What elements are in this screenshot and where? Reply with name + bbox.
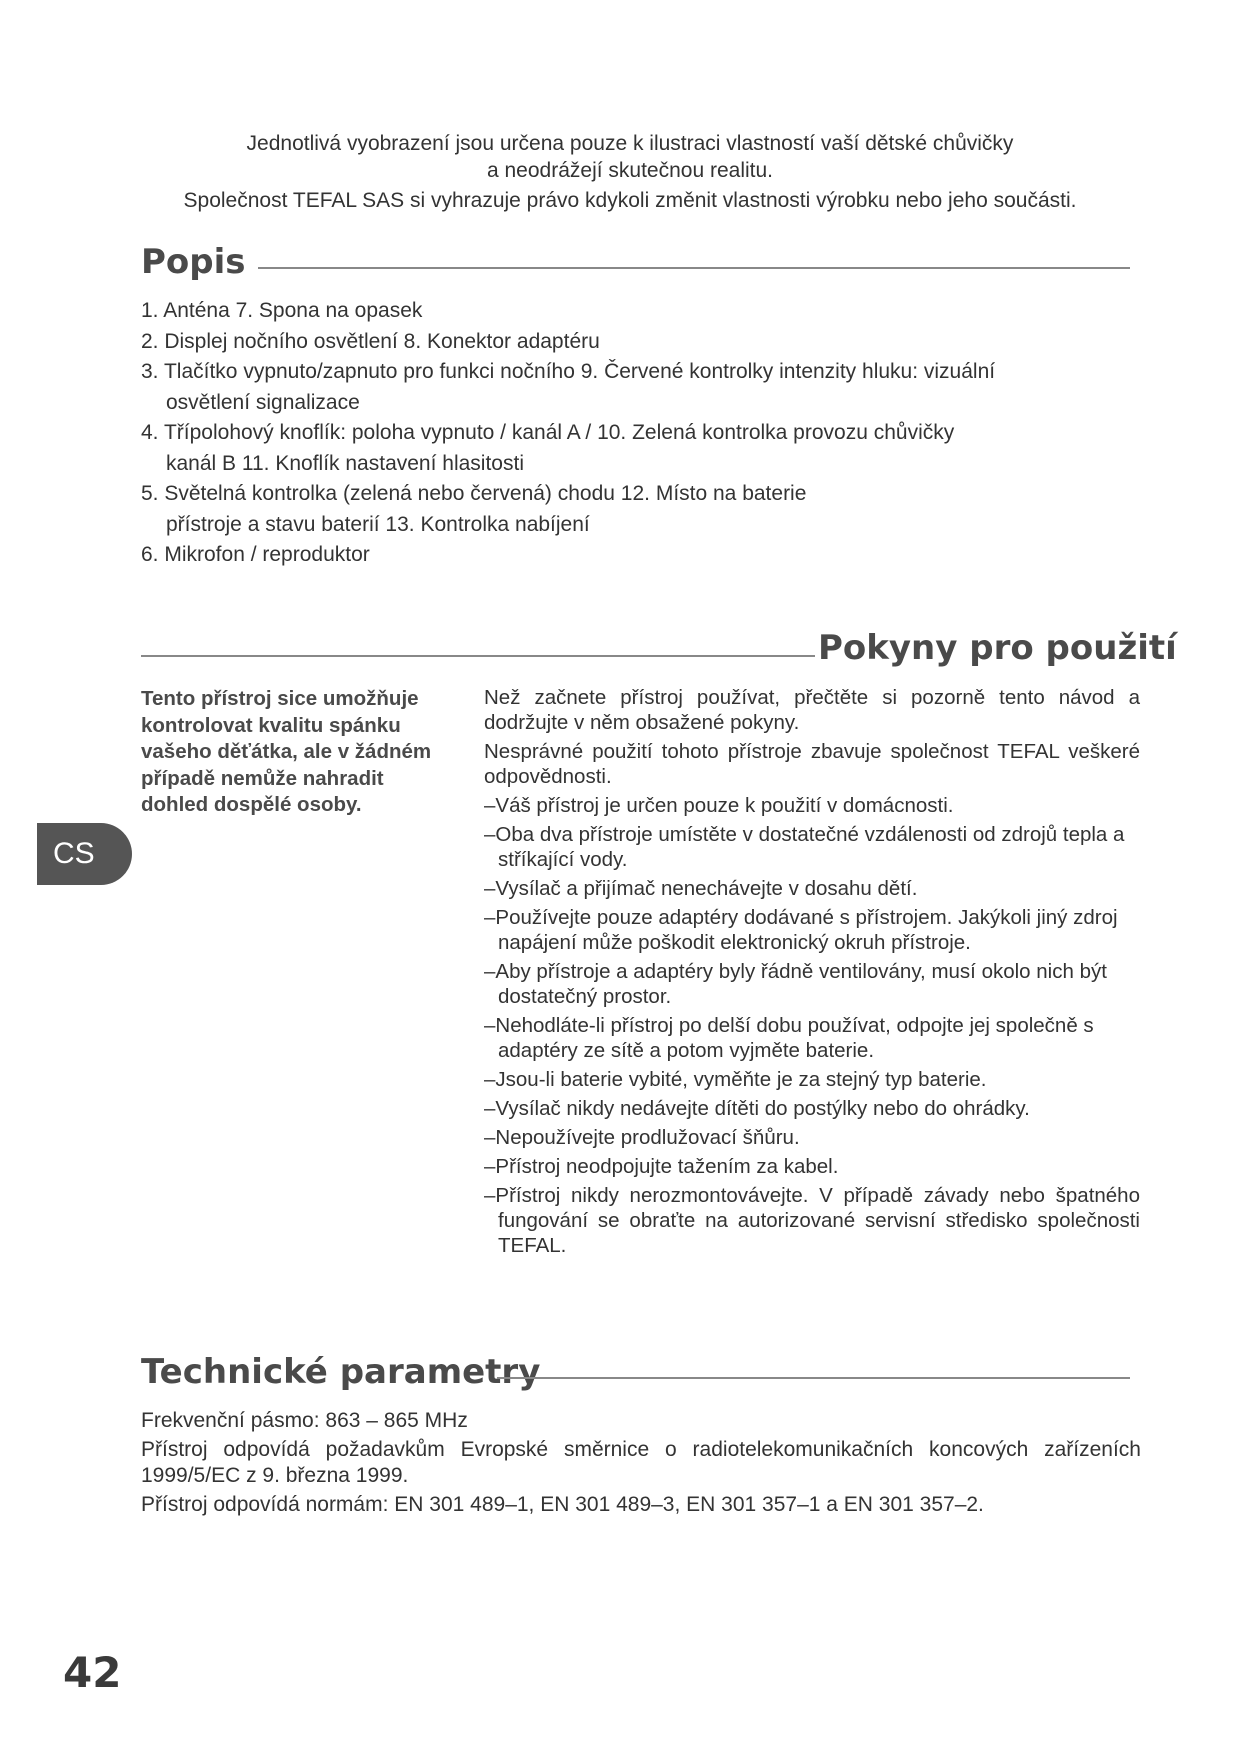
frequency-band: Frekvenční pásmo: 863 – 865 MHz [141, 1409, 468, 1432]
instruction-item: –Jsou-li baterie vybité, vyměňte je za stejný typ baterie. [484, 1068, 987, 1091]
norms-compliance: Přístroj odpovídá normám: EN 301 489–1, EN 301 489–3, EN 301 357–1 a EN 301 357–2. [141, 1492, 984, 1516]
intro-notice [150, 130, 1110, 214]
instruction-intro: Než začnete přístroj používat, přečtěte si pozorně tento návod a dodržujte v něm obsažené pokyny. [484, 686, 1140, 734]
instruction-item: –Používejte pouze adaptéry dodávané s přístrojem. Jakýkoli jiný zdroj napájení může poškodit elektronický okruh přístroje. [484, 906, 1118, 954]
page-number: 42 [63, 1648, 122, 1697]
list-item: přístroje a stavu baterií 13. Kontrolka nabíjení [166, 512, 590, 536]
list-item: osvětlení signalizace [166, 390, 360, 414]
intro-line-3: Společnost TEFAL SAS si vyhrazuje právo kdykoli změnit vlastnosti výrobku nebo jeho součásti. [183, 189, 1077, 212]
list-item: 4. Třípolohový knoflík: poloha vypnuto / kanál A / 10. Zelená kontrolka provozu chůvičky [141, 421, 955, 444]
instruction-item: –Oba dva přístroje umístěte v dostatečné vzdálenosti od zdrojů tepla a stříkající vody. [484, 823, 1125, 871]
instruction-intro: Nesprávné použití tohoto přístroje zbavuje společnost TEFAL veškeré odpovědnosti. [484, 740, 1140, 788]
list-item: 1. Anténa 7. Spona na opasek [141, 299, 423, 322]
directive-compliance: Přístroj odpovídá požadavkům Evropské směrnice o radiotelekomunikačních koncových zařízeních 1999/5/EC z 9. března 1999. [141, 1437, 1141, 1487]
instruction-item: –Nepoužívejte prodlužovací šňůru. [484, 1126, 800, 1149]
tech-rule [497, 1377, 1130, 1379]
instruction-item: –Přístroj nikdy nerozmontovávejte. V případě závady nebo špatného fungování se obraťte na autorizované servisní středisko společnosti TEFAL. [484, 1184, 1140, 1257]
pokyny-heading: Pokyny pro použití [818, 628, 1177, 668]
intro-line-2: a neodrážejí skutečnou realitu. [486, 159, 773, 182]
list-item: 5. Světelná kontrolka (zelená nebo červená) chodu 12. Místo na baterie [141, 482, 807, 505]
instruction-item: –Vysílač nikdy nedávejte dítěti do postýlky nebo do ohrádky. [484, 1097, 1030, 1120]
intro-line-1: Jednotlivá vyobrazení jsou určena pouze k ilustraci vlastností vaší dětské chůvičky [246, 132, 1014, 155]
safety-warning: Tento přístroj sice umožňuje kontrolovat kvalitu spánku vašeho děťátka, ale v žádném případě nemůže nahradit dohled dospělé osoby. [141, 687, 432, 816]
instruction-item: –Přístroj neodpojujte tažením za kabel. [484, 1155, 839, 1178]
component-list [141, 296, 1091, 571]
popis-heading: Popis [141, 242, 246, 282]
list-item: 2. Displej nočního osvětlení 8. Konektor adaptéru [141, 329, 600, 353]
usage-instructions [484, 685, 1140, 1262]
list-item: 3. Tlačítko vypnuto/zapnuto pro funkci nočního 9. Červené kontrolky intenzity hluku: vizuální [141, 360, 996, 383]
instruction-item: –Váš přístroj je určen pouze k použití v domácnosti. [484, 794, 954, 817]
language-tab: CS [37, 823, 132, 885]
list-item: kanál B 11. Knoflík nastavení hlasitosti [166, 451, 524, 475]
instruction-item: –Vysílač a přijímač nenechávejte v dosahu dětí. [484, 877, 918, 900]
pokyny-rule [141, 655, 815, 657]
popis-rule [258, 267, 1130, 269]
instruction-item: –Aby přístroje a adaptéry byly řádně ventilovány, musí okolo nich být dostatečný prostor. [484, 960, 1107, 1008]
tech-heading: Technické parametry [141, 1352, 541, 1392]
list-item: 6. Mikrofon / reproduktor [141, 543, 370, 566]
technical-parameters [141, 1408, 1141, 1520]
instruction-item: –Nehodláte-li přístroj po delší dobu používat, odpojte jej společně s adaptéry ze sítě a potom vyjměte baterie. [484, 1014, 1094, 1062]
